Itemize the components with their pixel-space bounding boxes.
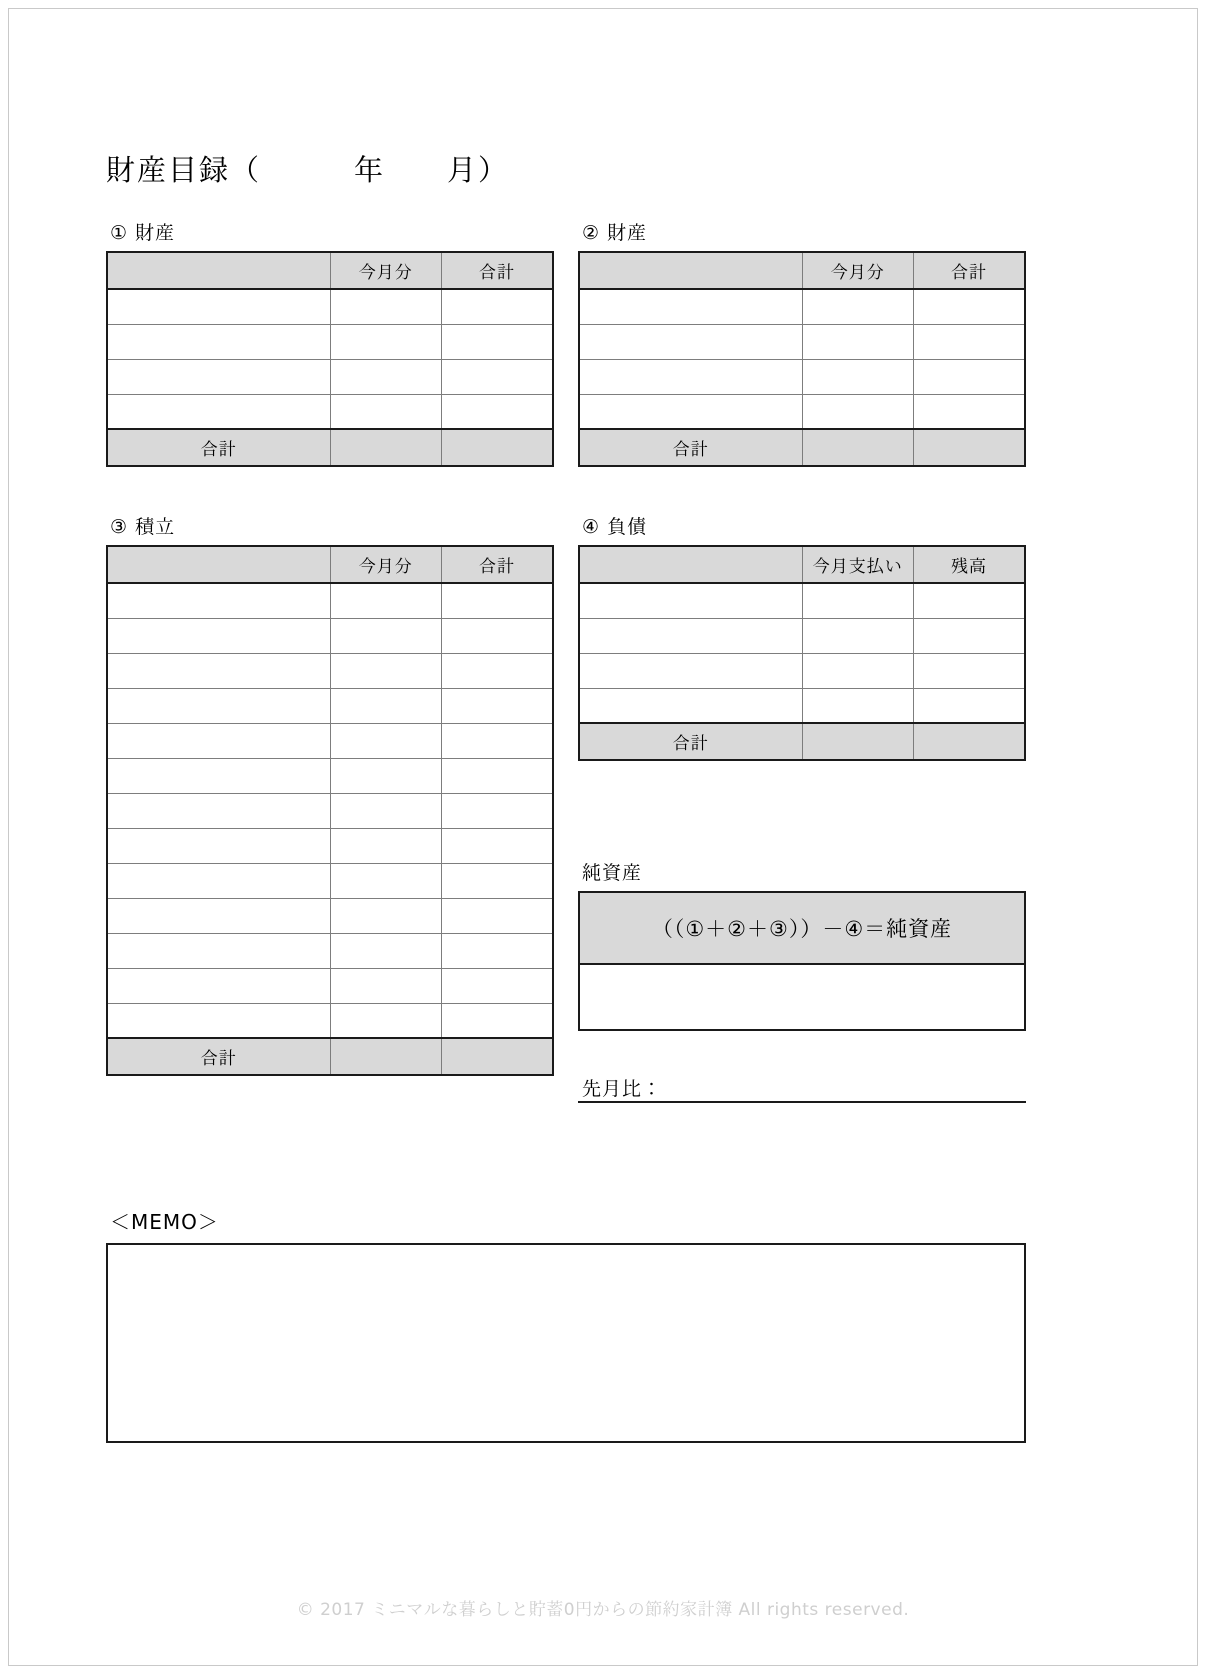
table-header-row xyxy=(579,252,1025,289)
column-header-total: 合計 xyxy=(442,252,554,289)
row-value-cell-2[interactable] xyxy=(442,1003,554,1038)
row-value-cell-2[interactable] xyxy=(442,898,554,933)
row-value-cell-2[interactable] xyxy=(914,359,1026,394)
column-header-this-month: 今月分 xyxy=(802,252,914,289)
column-header-this-month: 今月分 xyxy=(330,546,442,583)
total-balance[interactable] xyxy=(914,723,1026,760)
section-label-assets-1: ① 財産 xyxy=(110,222,176,244)
previous-month-comparison[interactable] xyxy=(578,1067,1026,1103)
column-header-total: 合計 xyxy=(442,546,554,583)
table-body-assets-2 xyxy=(579,289,1025,429)
row-value-cell-1[interactable] xyxy=(802,359,914,394)
row-value-cell-1[interactable] xyxy=(330,933,442,968)
row-name-cell[interactable] xyxy=(107,828,330,863)
section-liabilities-4 xyxy=(578,512,1026,761)
row-name-cell[interactable] xyxy=(579,289,802,324)
row-value-cell-1[interactable] xyxy=(330,289,442,324)
row-value-cell-1[interactable] xyxy=(330,359,442,394)
table-assets-2 xyxy=(578,251,1026,467)
table-body-assets-1 xyxy=(107,289,553,429)
section-assets-2 xyxy=(578,218,1026,467)
net-assets-value-field[interactable] xyxy=(580,965,1024,1029)
table-row xyxy=(579,688,1025,723)
row-value-cell-2[interactable] xyxy=(914,688,1026,723)
row-name-cell[interactable] xyxy=(107,394,330,429)
table-total-row xyxy=(107,1038,553,1075)
page-title: 財産目録（ 年 月） xyxy=(106,153,510,187)
total-sum[interactable] xyxy=(442,1038,554,1075)
table-row xyxy=(107,394,553,429)
row-value-cell-2[interactable] xyxy=(914,394,1026,429)
row-value-cell-1[interactable] xyxy=(330,758,442,793)
table-row xyxy=(107,863,553,898)
row-value-cell-2[interactable] xyxy=(914,324,1026,359)
row-value-cell-2[interactable] xyxy=(442,359,554,394)
row-name-cell[interactable] xyxy=(579,583,802,618)
section-label-assets-2: ② 財産 xyxy=(582,222,648,244)
net-assets-label: 純資産 xyxy=(582,862,643,884)
column-header-payment-this-month: 今月支払い xyxy=(802,546,914,583)
row-value-cell-2[interactable] xyxy=(442,583,554,618)
table-row xyxy=(107,793,553,828)
column-header-name xyxy=(107,252,330,289)
memo-input-area[interactable] xyxy=(106,1243,1026,1443)
table-row xyxy=(107,653,553,688)
row-name-cell[interactable] xyxy=(107,583,330,618)
table-body-liabilities-4 xyxy=(579,583,1025,723)
row-name-cell[interactable] xyxy=(107,324,330,359)
net-assets-formula: （（①＋②＋③））－④＝純資産 xyxy=(580,893,1024,965)
section-savings-3 xyxy=(106,512,554,1076)
row-value-cell-1[interactable] xyxy=(330,828,442,863)
table-row xyxy=(107,289,553,324)
section-net-assets xyxy=(578,858,1026,1103)
row-value-cell-2[interactable] xyxy=(442,653,554,688)
table-row xyxy=(107,1003,553,1038)
row-value-cell-1[interactable] xyxy=(330,898,442,933)
table-header-row xyxy=(107,546,553,583)
table-total-row xyxy=(107,429,553,466)
table-row xyxy=(107,898,553,933)
table-total-row xyxy=(579,723,1025,760)
table-row xyxy=(107,583,553,618)
previous-month-comparison-label: 先月比： xyxy=(582,1078,663,1100)
row-name-cell[interactable] xyxy=(107,793,330,828)
column-header-name xyxy=(579,252,802,289)
table-row xyxy=(579,359,1025,394)
row-value-cell-2[interactable] xyxy=(442,968,554,1003)
table-row xyxy=(107,828,553,863)
row-value-cell-1[interactable] xyxy=(802,324,914,359)
row-value-cell-1[interactable] xyxy=(330,1003,442,1038)
table-total-row xyxy=(579,429,1025,466)
row-value-cell-1[interactable] xyxy=(330,968,442,1003)
row-value-cell-2[interactable] xyxy=(442,289,554,324)
table-assets-1 xyxy=(106,251,554,467)
row-value-cell-1[interactable] xyxy=(802,618,914,653)
row-name-cell[interactable] xyxy=(107,723,330,758)
row-name-cell[interactable] xyxy=(107,1003,330,1038)
row-name-cell[interactable] xyxy=(107,758,330,793)
row-value-cell-2[interactable] xyxy=(442,828,554,863)
row-value-cell-1[interactable] xyxy=(802,653,914,688)
row-value-cell-2[interactable] xyxy=(442,618,554,653)
row-name-cell[interactable] xyxy=(579,359,802,394)
total-this-month[interactable] xyxy=(802,429,914,466)
row-value-cell-1[interactable] xyxy=(330,653,442,688)
total-sum[interactable] xyxy=(442,429,554,466)
table-row xyxy=(107,359,553,394)
table-liabilities-4 xyxy=(578,545,1026,761)
total-label: 合計 xyxy=(579,723,802,760)
table-body-savings-3 xyxy=(107,583,553,1038)
row-name-cell[interactable] xyxy=(107,289,330,324)
table-row xyxy=(107,688,553,723)
row-value-cell-1[interactable] xyxy=(802,289,914,324)
footer-copyright: © 2017 ミニマルな暮らしと貯蓄0円からの節約家計簿 All rights reserved. xyxy=(296,1600,910,1620)
row-value-cell-1[interactable] xyxy=(802,394,914,429)
row-value-cell-2[interactable] xyxy=(914,618,1026,653)
table-row xyxy=(107,723,553,758)
table-row xyxy=(579,289,1025,324)
section-label-savings-3: ③ 積立 xyxy=(110,516,176,538)
section-label-liabilities-4: ④ 負債 xyxy=(582,516,648,538)
row-value-cell-1[interactable] xyxy=(330,793,442,828)
total-payment[interactable] xyxy=(802,723,914,760)
table-header-row xyxy=(579,546,1025,583)
row-value-cell-1[interactable] xyxy=(802,688,914,723)
row-name-cell[interactable] xyxy=(107,933,330,968)
column-header-total: 合計 xyxy=(914,252,1026,289)
total-this-month[interactable] xyxy=(330,429,442,466)
row-name-cell[interactable] xyxy=(579,618,802,653)
row-value-cell-1[interactable] xyxy=(330,863,442,898)
section-assets-1 xyxy=(106,218,554,467)
row-name-cell[interactable] xyxy=(107,618,330,653)
table-row xyxy=(579,394,1025,429)
row-value-cell-2[interactable] xyxy=(914,289,1026,324)
row-name-cell[interactable] xyxy=(107,968,330,1003)
row-value-cell-1[interactable] xyxy=(802,583,914,618)
row-value-cell-1[interactable] xyxy=(330,583,442,618)
row-name-cell[interactable] xyxy=(107,653,330,688)
total-label: 合計 xyxy=(107,429,330,466)
row-name-cell[interactable] xyxy=(579,394,802,429)
row-value-cell-2[interactable] xyxy=(914,583,1026,618)
row-value-cell-2[interactable] xyxy=(442,863,554,898)
row-value-cell-1[interactable] xyxy=(330,723,442,758)
column-header-name xyxy=(107,546,330,583)
row-name-cell[interactable] xyxy=(579,688,802,723)
row-value-cell-2[interactable] xyxy=(442,793,554,828)
row-name-cell[interactable] xyxy=(107,359,330,394)
total-sum[interactable] xyxy=(914,429,1026,466)
row-value-cell-1[interactable] xyxy=(330,394,442,429)
row-name-cell[interactable] xyxy=(579,653,802,688)
table-row xyxy=(579,618,1025,653)
row-value-cell-2[interactable] xyxy=(442,933,554,968)
table-row xyxy=(107,758,553,793)
table-row xyxy=(579,653,1025,688)
row-name-cell[interactable] xyxy=(579,324,802,359)
column-header-name xyxy=(579,546,802,583)
column-header-balance: 残高 xyxy=(914,546,1026,583)
table-row xyxy=(107,933,553,968)
row-value-cell-2[interactable] xyxy=(442,324,554,359)
total-this-month[interactable] xyxy=(330,1038,442,1075)
table-row xyxy=(579,583,1025,618)
row-value-cell-1[interactable] xyxy=(330,688,442,723)
row-name-cell[interactable] xyxy=(107,898,330,933)
row-value-cell-2[interactable] xyxy=(442,394,554,429)
net-assets-box xyxy=(578,891,1026,1031)
total-label: 合計 xyxy=(579,429,802,466)
column-header-this-month: 今月分 xyxy=(330,252,442,289)
row-name-cell[interactable] xyxy=(107,688,330,723)
row-value-cell-1[interactable] xyxy=(330,324,442,359)
row-value-cell-2[interactable] xyxy=(442,758,554,793)
row-value-cell-2[interactable] xyxy=(442,688,554,723)
section-memo xyxy=(106,1206,1026,1443)
table-row xyxy=(579,324,1025,359)
table-row xyxy=(107,618,553,653)
row-value-cell-2[interactable] xyxy=(442,723,554,758)
table-header-row xyxy=(107,252,553,289)
row-value-cell-1[interactable] xyxy=(330,618,442,653)
memo-label: ＜MEMO＞ xyxy=(110,1210,219,1234)
total-label: 合計 xyxy=(107,1038,330,1075)
table-row xyxy=(107,968,553,1003)
table-row xyxy=(107,324,553,359)
row-name-cell[interactable] xyxy=(107,863,330,898)
row-value-cell-2[interactable] xyxy=(914,653,1026,688)
table-savings-3 xyxy=(106,545,554,1076)
